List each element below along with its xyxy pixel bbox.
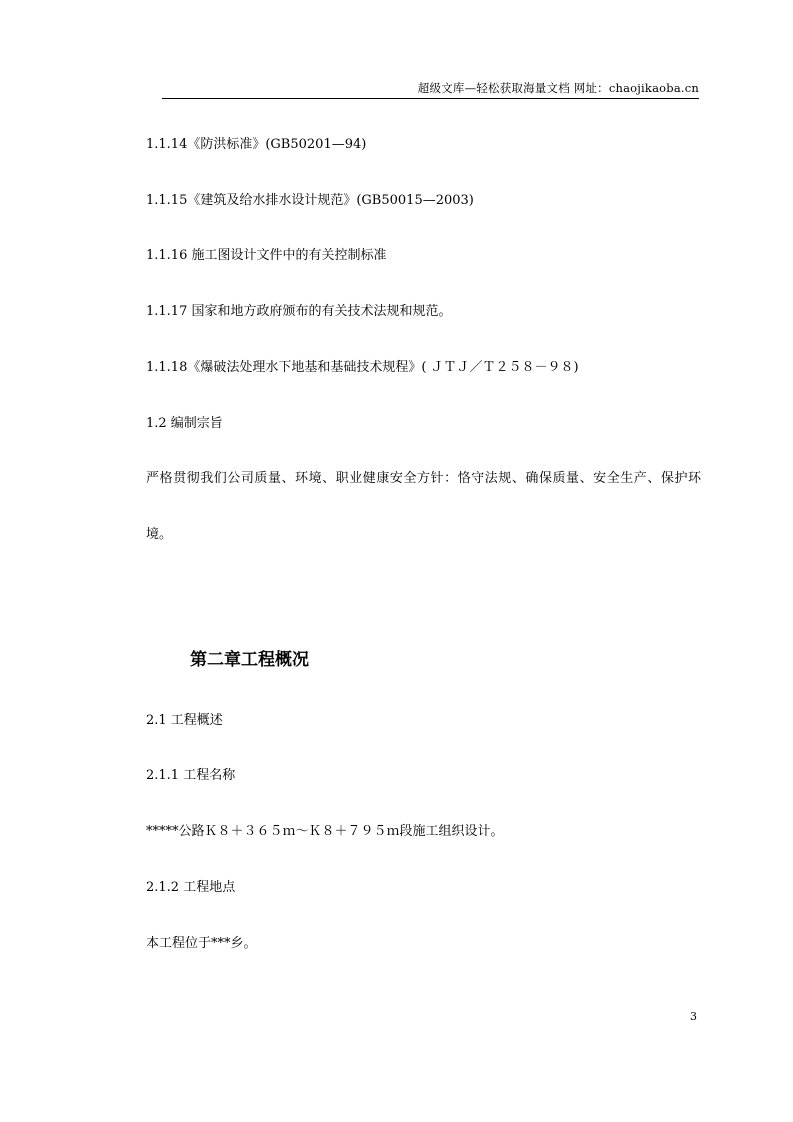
section-2-1-2-heading: 2.1.2 工程地点	[146, 880, 236, 895]
project-name-text: *****公路Ｋ８＋３６５ｍ～Ｋ８＋７９５ｍ段施工组织设计。	[146, 824, 504, 839]
standard-1-1-16: 1.1.16 施工图设计文件中的有关控制标准	[146, 248, 387, 263]
standard-1-1-18: 1.1.18《爆破法处理水下地基和基础技术规程》( ＪＴＪ／Ｔ２５８－９８)	[146, 360, 579, 375]
purpose-paragraph-line-2: 境。	[146, 527, 173, 542]
standard-1-1-15: 1.1.15《建筑及给水排水设计规范》(GB50015—2003)	[146, 193, 474, 208]
page-header	[162, 78, 699, 99]
standard-1-1-14: 1.1.14《防洪标准》(GB50201—94)	[146, 137, 367, 152]
purpose-paragraph-line-1: 严格贯彻我们公司质量、环境、职业健康安全方针：恪守法规、确保质量、安全生产、保护环	[146, 471, 702, 486]
section-2-1-heading: 2.1 工程概述	[146, 713, 223, 728]
section-2-1-1-heading: 2.1.1 工程名称	[146, 768, 236, 783]
header-text: 超级文库—轻松获取海量文档 网址：chaojikaoba.cn	[417, 81, 699, 95]
page-number: 3	[690, 1010, 697, 1023]
chapter-title: 第二章工程概况	[190, 650, 309, 670]
section-1-2-heading: 1.2 编制宗旨	[146, 416, 223, 431]
project-location-text: 本工程位于***乡。	[146, 936, 257, 951]
standard-1-1-17: 1.1.17 国家和地方政府颁布的有关技术法规和规范。	[146, 304, 452, 319]
